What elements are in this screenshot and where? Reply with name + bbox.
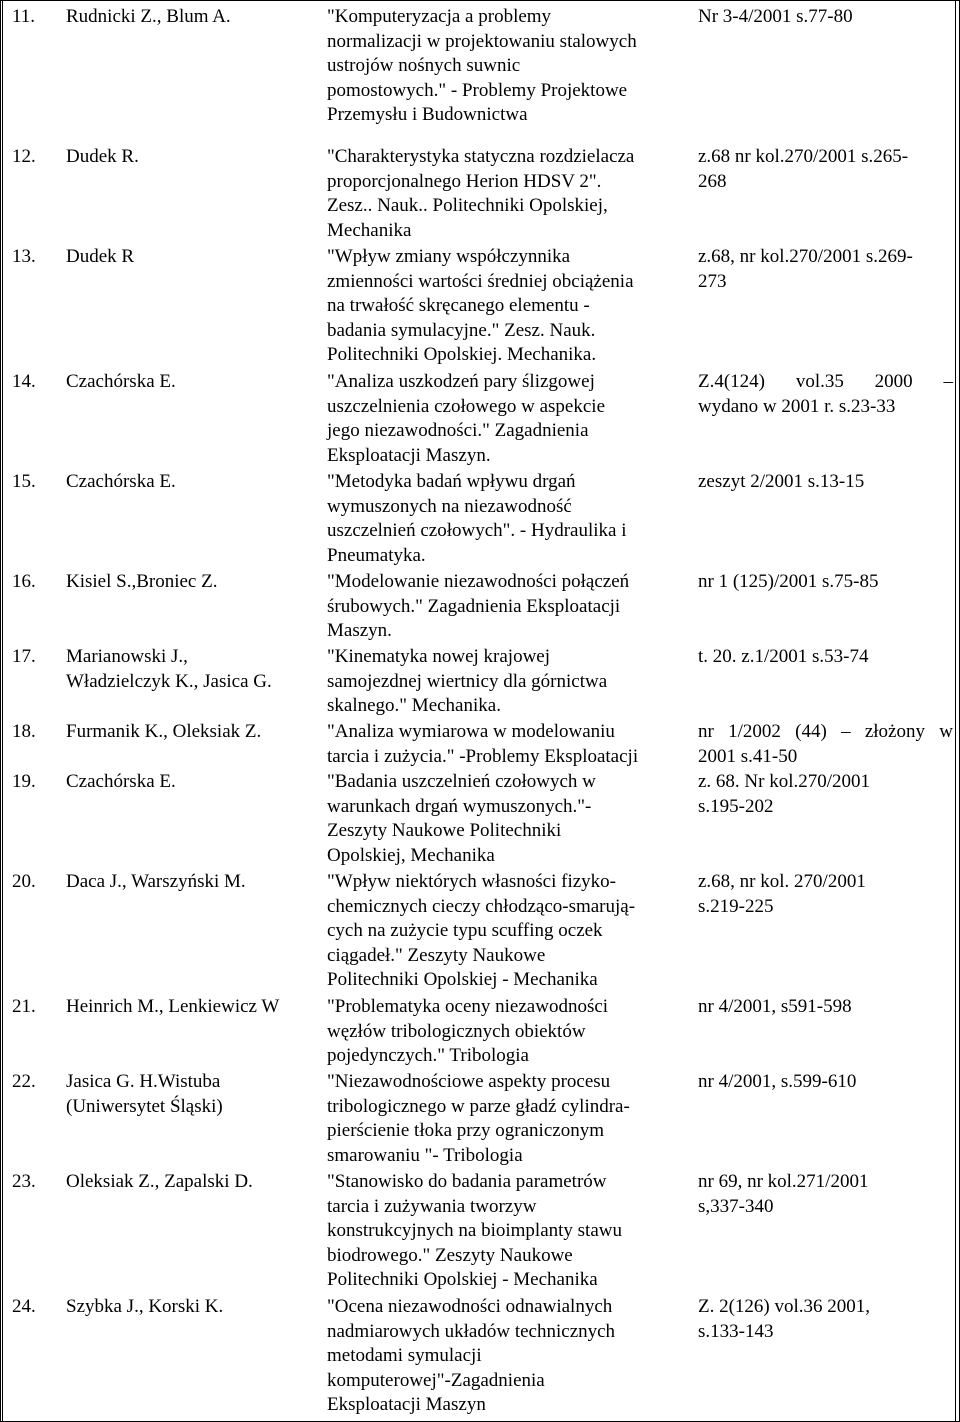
entry-title-line: pojedynczych." Tribologia — [327, 1045, 529, 1066]
entry-authors — [66, 245, 316, 270]
entry-title-line: pierścienie tłoka przy ograniczonym — [327, 1120, 604, 1141]
entry-source — [698, 470, 953, 495]
entry-title-line: Zesz.. Nauk.. Politechniki Opolskiej, — [327, 195, 608, 216]
entry-title-line: "Wpływ zmiany współczynnika — [327, 246, 571, 267]
entry-title-line: tribologicznego w parze gładź cylindra- — [327, 1095, 630, 1117]
entry-title-line: Pneumatyka. — [327, 544, 426, 566]
entry-number: 14. — [12, 371, 36, 392]
entry-source — [698, 570, 953, 595]
entry-authors — [66, 645, 316, 694]
entry-authors-line: Czachórska E. — [66, 471, 176, 492]
entry-authors — [66, 145, 316, 170]
entry-authors-line: Daca J., Warszyński M. — [66, 871, 246, 892]
entry-title — [327, 995, 687, 1069]
entry-title-line: skalnego." Mechanika. — [327, 695, 501, 716]
entry-title — [327, 720, 687, 769]
entry-title-line: uszczelnień czołowych". - Hydraulika i — [327, 520, 627, 541]
entry-source-line: Z.4(124) vol.35 2000 – — [698, 371, 953, 392]
entry-source — [698, 145, 953, 194]
entry-source-line: nr 4/2001, s.599-610 — [698, 1071, 857, 1092]
entry-source — [698, 870, 953, 919]
entry-authors-line: Marianowski J., — [66, 646, 188, 667]
entry-title-line: komputerowej"-Zagadnienia — [327, 1369, 545, 1391]
entry-title-line: metodami symulacji — [327, 1345, 482, 1366]
entry-title-line: Politechniki Opolskiej - Mechanika — [327, 1269, 598, 1290]
entry-source-line: 2001 s.41-50 — [698, 745, 798, 767]
entry-authors — [66, 720, 316, 745]
entry-source-line: z.68, nr kol.270/2001 s.269- — [698, 246, 913, 267]
entry-number: 20. — [12, 871, 36, 892]
entry-source — [698, 770, 953, 819]
entry-title — [327, 1070, 687, 1168]
entry-title-line: "Problematyka oceny niezawodności — [327, 996, 609, 1017]
entry-source-line: nr 1/2002 (44) – złożony w — [698, 721, 953, 742]
entry-authors — [66, 1070, 316, 1119]
entry-source-line: s.133-143 — [698, 1320, 774, 1342]
entry-source-line: z. 68. Nr kol.270/2001 — [698, 771, 871, 792]
entry-title — [327, 1170, 687, 1293]
entry-title-line: "Ocena niezawodności odnawialnych — [327, 1296, 613, 1317]
entry-title — [327, 645, 687, 719]
entry-title-line: "Kinematyka nowej krajowej — [327, 646, 551, 667]
entry-authors — [66, 770, 316, 795]
entry-title-line: chemicznych cieczy chłodząco-smarują- — [327, 895, 636, 917]
entry-source — [698, 720, 953, 769]
entry-authors — [66, 370, 316, 395]
entry-authors-line: (Uniwersytet Śląski) — [66, 1095, 223, 1117]
entry-title-line: Politechniki Opolskiej. Mechanika. — [327, 344, 597, 365]
entry-title-line: badania symulacyjne." Zesz. Nauk. — [327, 319, 596, 341]
entry-title-line: na trwałość skręcanego elementu - — [327, 295, 590, 316]
entry-number: 24. — [12, 1296, 36, 1317]
entry-authors-line: Jasica G. H.Wistuba — [66, 1071, 221, 1092]
entry-title-line: "Badania uszczelnień czołowych w — [327, 771, 596, 792]
entry-authors — [66, 1170, 316, 1195]
entry-authors — [66, 1295, 316, 1320]
entry-title-line: samojezdnej wiertnicy dla górnictwa — [327, 670, 608, 692]
entry-title-line: "Modelowanie niezawodności połączeń — [327, 571, 630, 592]
entry-source-line: nr 1 (125)/2001 s.75-85 — [698, 571, 879, 592]
entry-authors — [66, 470, 316, 495]
entry-number: 19. — [12, 771, 36, 792]
entry-source — [698, 1070, 953, 1095]
entry-title-line: Mechanika — [327, 219, 412, 241]
entry-title-line: węzłów tribologicznych obiektów — [327, 1020, 586, 1042]
entry-title-line: pomostowych." - Problemy Projektowe — [327, 79, 628, 101]
entry-title-line: proporcjonalnego Herion HDSV 2". — [327, 170, 602, 192]
entry-authors-line: Władzielczyk K., Jasica G. — [66, 670, 272, 692]
entry-authors-line: Dudek R. — [66, 146, 139, 167]
entry-source-line: s.219-225 — [698, 895, 774, 917]
entry-source-line: wydano w 2001 r. s.23-33 — [698, 395, 896, 417]
entry-title-line: Eksploatacji Maszyn. — [327, 444, 491, 466]
entry-title-line: "Analiza uszkodzeń pary ślizgowej — [327, 371, 595, 392]
entry-source-line: 268 — [698, 170, 727, 192]
entry-title-line: "Metodyka badań wpływu drgań — [327, 471, 576, 492]
entry-source-line: z.68 nr kol.270/2001 s.265- — [698, 146, 909, 167]
entry-authors-line: Dudek R — [66, 246, 135, 267]
entry-title-line: konstrukcyjnych na bioimplanty stawu — [327, 1220, 622, 1241]
entry-source — [698, 1295, 953, 1344]
entry-authors-line: Oleksiak Z., Zapalski D. — [66, 1171, 253, 1192]
entry-title — [327, 470, 687, 568]
entry-title-line: śrubowych." Zagadnienia Eksploatacji — [327, 595, 621, 617]
entry-authors-line: Furmanik K., Oleksiak Z. — [66, 721, 262, 742]
entry-title-line: Eksploatacji Maszyn — [327, 1394, 486, 1415]
entry-authors-line: Czachórska E. — [66, 371, 176, 392]
entry-authors — [66, 570, 316, 595]
entry-title-line: Politechniki Opolskiej - Mechanika — [327, 969, 598, 990]
entry-number: 11. — [12, 6, 36, 27]
entry-source-line: Nr 3-4/2001 s.77-80 — [698, 6, 853, 27]
entry-title-line: jego niezawodności." Zagadnienia — [327, 420, 589, 441]
entry-source — [698, 995, 953, 1020]
entry-source-line: nr 4/2001, s591-598 — [698, 996, 852, 1017]
entry-title-line: warunkach drgań wymuszonych."- — [327, 795, 592, 817]
entry-title — [327, 1295, 687, 1418]
entry-title-line: zmienności wartości średniej obciążenia — [327, 270, 634, 292]
entry-title-line: normalizacji w projektowaniu stalowych — [327, 30, 637, 52]
entry-title — [327, 870, 687, 993]
entry-title-line: "Stanowisko do badania parametrów — [327, 1171, 607, 1192]
entry-source — [698, 245, 953, 294]
entry-source-line: nr 69, nr kol.271/2001 — [698, 1171, 869, 1192]
entry-title-line: tarcia i zużycia." -Problemy Eksploatacji — [327, 745, 639, 767]
entry-title-line: Zeszyty Naukowe Politechniki — [327, 820, 562, 841]
entry-source-line: Z. 2(126) vol.36 2001, — [698, 1296, 871, 1317]
entry-title — [327, 570, 687, 644]
right-rule — [955, 0, 956, 1422]
entry-source — [698, 370, 953, 419]
entry-number: 16. — [12, 571, 36, 592]
entry-source — [698, 645, 953, 670]
entry-number: 13. — [12, 246, 36, 267]
entry-title-line: cych na zużycie typu scuffing oczek — [327, 920, 603, 941]
entry-title — [327, 245, 687, 368]
entry-title-line: "Charakterystyka statyczna rozdzielacza — [327, 146, 635, 167]
left-rule — [2, 0, 3, 1422]
entry-number: 22. — [12, 1071, 36, 1092]
entry-title-line: biodrowego." Zeszyty Naukowe — [327, 1244, 573, 1266]
entry-number: 18. — [12, 721, 36, 742]
entry-number: 15. — [12, 471, 36, 492]
entry-source-line: t. 20. z.1/2001 s.53-74 — [698, 646, 869, 667]
entry-source-line: zeszyt 2/2001 s.13-15 — [698, 471, 865, 492]
entry-source-line: 273 — [698, 270, 727, 292]
entry-title — [327, 5, 687, 128]
entry-authors-line: Szybka J., Korski K. — [66, 1296, 224, 1317]
entry-number: 23. — [12, 1171, 36, 1192]
entry-title-line: Opolskiej, Mechanika — [327, 844, 495, 866]
entry-title-line: ciągadeł." Zeszyty Naukowe — [327, 944, 546, 966]
entry-title — [327, 145, 687, 243]
entry-title-line: nadmiarowych układów technicznych — [327, 1320, 616, 1342]
entry-title-line: uszczelnienia czołowego w aspekcie — [327, 395, 606, 417]
entry-source-line: s,337-340 — [698, 1195, 774, 1217]
entry-source-line: s.195-202 — [698, 795, 774, 817]
entry-title — [327, 770, 687, 868]
entry-title-line: "Komputeryzacja a problemy — [327, 6, 552, 27]
entry-title-line: "Wpływ niektórych własności fizyko- — [327, 871, 616, 892]
entry-source-line: z.68, nr kol. 270/2001 — [698, 871, 866, 892]
entry-authors-line: Czachórska E. — [66, 771, 176, 792]
entry-authors — [66, 5, 316, 30]
entry-title-line: ustrojów nośnych suwnic — [327, 55, 521, 76]
entry-title-line: Przemysłu i Budownictwa — [327, 104, 528, 125]
entry-source — [698, 1170, 953, 1219]
entry-title — [327, 370, 687, 468]
entry-authors-line: Kisiel S.,Broniec Z. — [66, 571, 218, 592]
entry-title-line: "Niezawodnościowe aspekty procesu — [327, 1071, 611, 1092]
entry-title-line: "Analiza wymiarowa w modelowaniu — [327, 721, 615, 742]
entry-authors-line: Rudnicki Z., Blum A. — [66, 6, 231, 27]
entry-number: 21. — [12, 996, 36, 1017]
entry-authors — [66, 870, 316, 895]
entry-authors — [66, 995, 316, 1020]
entry-number: 12. — [12, 146, 36, 167]
entry-authors-line: Heinrich M., Lenkiewicz W — [66, 996, 280, 1017]
entry-title-line: smarowaniu "- Tribologia — [327, 1144, 523, 1166]
entry-title-line: Maszyn. — [327, 620, 392, 641]
entry-number: 17. — [12, 646, 36, 667]
entry-title-line: tarcia i zużywania tworzyw — [327, 1195, 537, 1217]
entry-title-line: wymuszonych na niezawodność — [327, 495, 572, 517]
entry-source — [698, 5, 953, 30]
